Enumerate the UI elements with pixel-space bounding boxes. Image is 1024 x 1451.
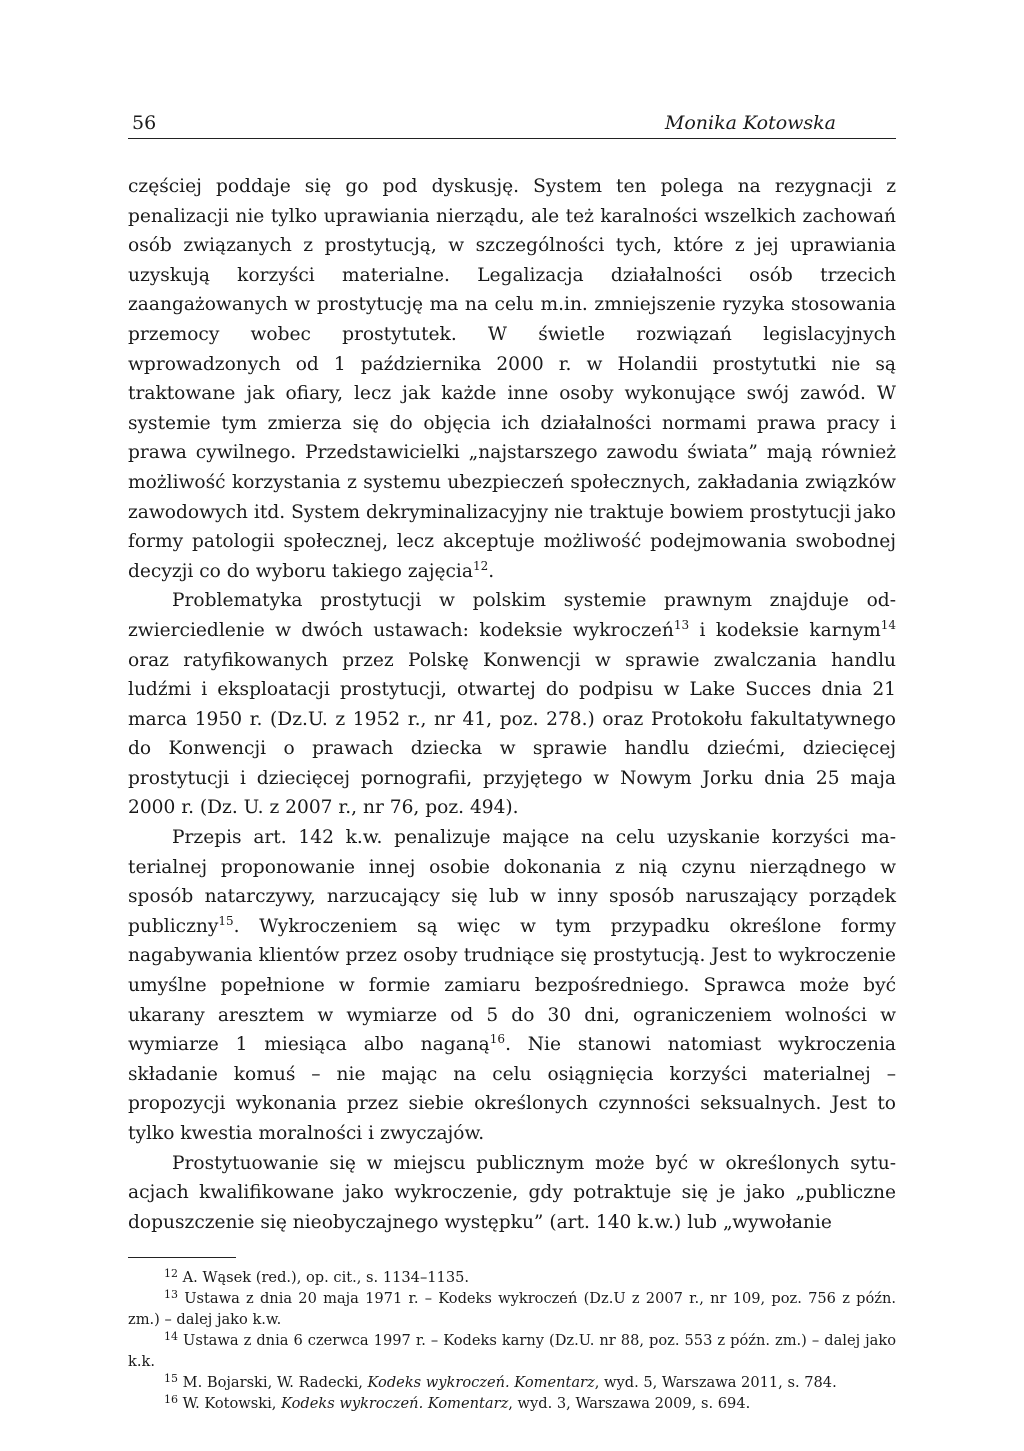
footnote-ref-15[interactable]: 15 xyxy=(218,913,234,928)
body-text xyxy=(128,172,896,1237)
footnote-13: $^{13}$ Ustawa z dnia 20 maja 1971 r. – Kodeks wykroczeń (Dz.U z 2007 r., nr 109, poz. 756 z późn. zm.) – dalej jako k.w. xyxy=(128,1288,896,1329)
page xyxy=(128,112,896,1414)
footnote-ref-16[interactable]: 16 xyxy=(489,1032,506,1047)
paragraph-1: częściej poddaje się go pod dyskusję. System ten polega na rezygnacji z penalizacji nie tylko uprawiania nierządu, ale też karalności wszelkich zachowań osób związanych z prostytucją, w szczególności tych, które z jej uprawiania uzyskują korzyści materialne. Legalizacja działalności osób trzecich zaangażowanych w prostytucję ma na celu m.in. zmniejszenie ryzyka stosowania przemocy wobec prostytutek. W świetle rozwiązań legislacyjnych wprowadzonych od 1 października 2000 r. w Holandii prostytutki nie są traktowane jak ofiary, lecz jak każde inne osoby wykonujące swój zawód. W systemie tym zmierza się do objęcia ich działalności normami prawa pracy i prawa cywilnego. Przedstawicielki „najstarszego zawodu świata” mają również możliwość korzystania z systemu ubezpieczeń społecznych, zakładania związków zawodowych itd. System dekryminalizacyjny nie traktuje bowiem prostytucji jako formy patologii społecznej, lecz akceptuje możliwość podejmowania swobodnej decyzji co do wyboru takiego zajęcia$^{12}$. xyxy=(128,176,896,582)
footnote-separator xyxy=(128,1257,236,1258)
running-title: Monika Kotowska xyxy=(664,112,836,134)
paragraph-2: Problematyka prostytucji w polskim systemie prawnym znajduje odzwierciedlenie w dwóch ustawach: kodeksie wykroczeń$^{13}$ i kodeksie karnym$^{14}$ oraz ratyfikowanych przez Polskę Konwencji w sprawie zwalczania handlu ludźmi i eksploatacji prostytucji, otwartej do podpisu w Lake Succes dnia 21 marca 1950 r. (Dz.U. z 1952 r., nr 41, poz. 278.) oraz Protokołu fakultatywnego do Konwencji o prawach dziecka w sprawie handlu dziećmi, dziecięcej prostytucji i dziecięcej pornografii, przyjętego w Nowym Jorku dnia 25 maja 2000 r. (Dz. U. z 2007 r., nr 76, poz. 494). xyxy=(128,590,896,819)
running-header xyxy=(128,112,896,139)
paragraph-4: Prostytuowanie się w miejscu publicznym może być w określonych sytuacjach kwalifikowane jako wykroczenie, gdy potraktuje się je jako „publiczne dopuszczenie się nieobyczajnego występku” (art. 140 k.w.) lub „wywołanie xyxy=(128,1152,896,1233)
footnote-14: $^{14}$ Ustawa z dnia 6 czerwca 1997 r. – Kodeks karny (Dz.U. nr 88, poz. 553 z późn. zm.) – dalej jako k.k. xyxy=(128,1330,896,1371)
footnote-16: $^{16}$ W. Kotowski, Kodeks wykroczeń. Komentarz, wyd. 3, Warszawa 2009, s. 694. xyxy=(164,1393,751,1413)
footnote-ref-13[interactable]: 13 xyxy=(673,617,690,632)
paragraph-3: Przepis art. 142 k.w. penalizuje mające na celu uzyskanie korzyści materialnej proponowanie innej osobie dokonania z nią czynu nierządnego w sposób natarczywy, narzucający się lub w inny sposób naruszający porządek publiczny$^{15}$. Wykroczeniem są więc w tym przypadku określone formy nagabywania klientów przez osoby trudniące się prostytucją. Jest to wykroczenie umyślne popełnione w formie zamiaru bezpośredniego. Sprawca może być ukarany aresztem w wymiarze od 5 do 30 dni, ograniczeniem wolności w wymiarze 1 miesiąca albo naganą$^{16}$. Nie stanowi natomiast wykroczenia składanie komuś – nie mając na celu osiągnięcia korzyści materialnej – propozycji wykonania przez siebie określonych czynności seksualnych. Jest to tylko kwestia moralności i zwyczajów. xyxy=(128,827,896,1144)
footnotes xyxy=(128,1267,896,1414)
footnote-ref-12[interactable]: 12 xyxy=(472,558,489,573)
footnote-15: $^{15}$ M. Bojarski, W. Radecki, Kodeks wykroczeń. Komentarz, wyd. 5, Warszawa 2011, s. 784. xyxy=(164,1372,837,1392)
footnote-ref-14[interactable]: 14 xyxy=(880,617,896,632)
page-number: 56 xyxy=(132,112,157,134)
footnote-12: $^{12}$ A. Wąsek (red.), op. cit., s. 1134–1135. xyxy=(164,1267,470,1287)
